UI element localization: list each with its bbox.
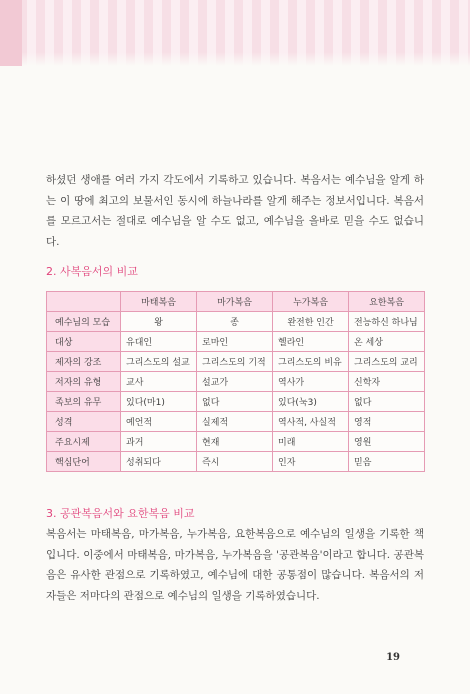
- table-cell: 유대인: [121, 332, 197, 352]
- table-cell: 실제적: [197, 412, 273, 432]
- table-cell: 영적: [349, 412, 425, 432]
- table-row: [47, 452, 425, 472]
- table-row: [47, 412, 425, 432]
- table-header-row: [47, 292, 425, 312]
- table-row: [47, 372, 425, 392]
- table-cell: 완전한 인간: [273, 312, 349, 332]
- column-header: 마가복음: [197, 292, 273, 312]
- decorative-spine: [0, 0, 22, 66]
- section-2-heading: 2. 사복음서의 비교: [46, 265, 138, 278]
- row-label: 핵심단어: [47, 452, 121, 472]
- table-row: [47, 432, 425, 452]
- table-cell: 설교가: [197, 372, 273, 392]
- table-cell: 역사가: [273, 372, 349, 392]
- table-cell: 영원: [349, 432, 425, 452]
- table-cell: 전능하신 하나님: [349, 312, 425, 332]
- table-row: [47, 312, 425, 332]
- table-cell: 그리스도의 교리: [349, 352, 425, 372]
- table-cell: 종: [197, 312, 273, 332]
- gospel-comparison-table: [46, 291, 425, 472]
- column-header: 마태복음: [121, 292, 197, 312]
- table-cell: 온 세상: [349, 332, 425, 352]
- table-cell: 그리스도의 기적: [197, 352, 273, 372]
- column-header: 누가복음: [273, 292, 349, 312]
- table-corner-cell: [47, 292, 121, 312]
- table-cell: 믿음: [349, 452, 425, 472]
- table-cell: 그리스도의 비유: [273, 352, 349, 372]
- row-label: 족보의 유무: [47, 392, 121, 412]
- table-cell: 예언적: [121, 412, 197, 432]
- section-3-paragraph: 복음서는 마태복음, 마가복음, 누가복음, 요한복음으로 예수님의 일생을 기록한 책입니다. 이중에서 마태복음, 마가복음, 누가복음을 '공관복음'이라고 합니다. 공관복음은 유사한 관점으로 기록하였고, 예수님에 대한 공통점이 많습니다. 복음서의 저자들은 저마다의 관점으로 예수님의 일생을 기록하였습니다.: [46, 528, 424, 602]
- row-label: 대상: [47, 332, 121, 352]
- table-cell: 있다(눅3): [273, 392, 349, 412]
- table-cell: 그리스도의 설교: [121, 352, 197, 372]
- table-cell: 성취되다: [121, 452, 197, 472]
- row-label: 저자의 유형: [47, 372, 121, 392]
- table-row: [47, 332, 425, 352]
- row-label: 주요시제: [47, 432, 121, 452]
- table-cell: 없다: [349, 392, 425, 412]
- row-label: 성격: [47, 412, 121, 432]
- row-label: 예수님의 모습: [47, 312, 121, 332]
- table-cell: 현재: [197, 432, 273, 452]
- decorative-header-stripes: [0, 0, 470, 66]
- section-3-heading: 3. 공관복음서와 요한복음 비교: [46, 507, 195, 520]
- table-cell: 즉시: [197, 452, 273, 472]
- table-cell: 신학자: [349, 372, 425, 392]
- table-cell: 왕: [121, 312, 197, 332]
- table-cell: 교사: [121, 372, 197, 392]
- table-row: [47, 352, 425, 372]
- table-cell: 역사적, 사실적: [273, 412, 349, 432]
- table-cell: 있다(마1): [121, 392, 197, 412]
- page-number: 19: [386, 652, 400, 663]
- table-row: [47, 392, 425, 412]
- column-header: 요한복음: [349, 292, 425, 312]
- table-cell: 헬라인: [273, 332, 349, 352]
- table-cell: 미래: [273, 432, 349, 452]
- intro-paragraph: 하셨던 생애를 여러 가지 각도에서 기록하고 있습니다. 복음서는 예수님을 알게 하는 이 땅에 최고의 보물서인 동시에 하늘나라를 알게 해주는 정보서입니다. 복음서를 모르고서는 절대로 예수님을 알 수도 없고, 예수님을 올바로 믿을 수도 없습니다.: [46, 174, 424, 248]
- table-cell: 로마인: [197, 332, 273, 352]
- table-cell: 과거: [121, 432, 197, 452]
- table-cell: 없다: [197, 392, 273, 412]
- row-label: 제자의 강조: [47, 352, 121, 372]
- table-cell: 인자: [273, 452, 349, 472]
